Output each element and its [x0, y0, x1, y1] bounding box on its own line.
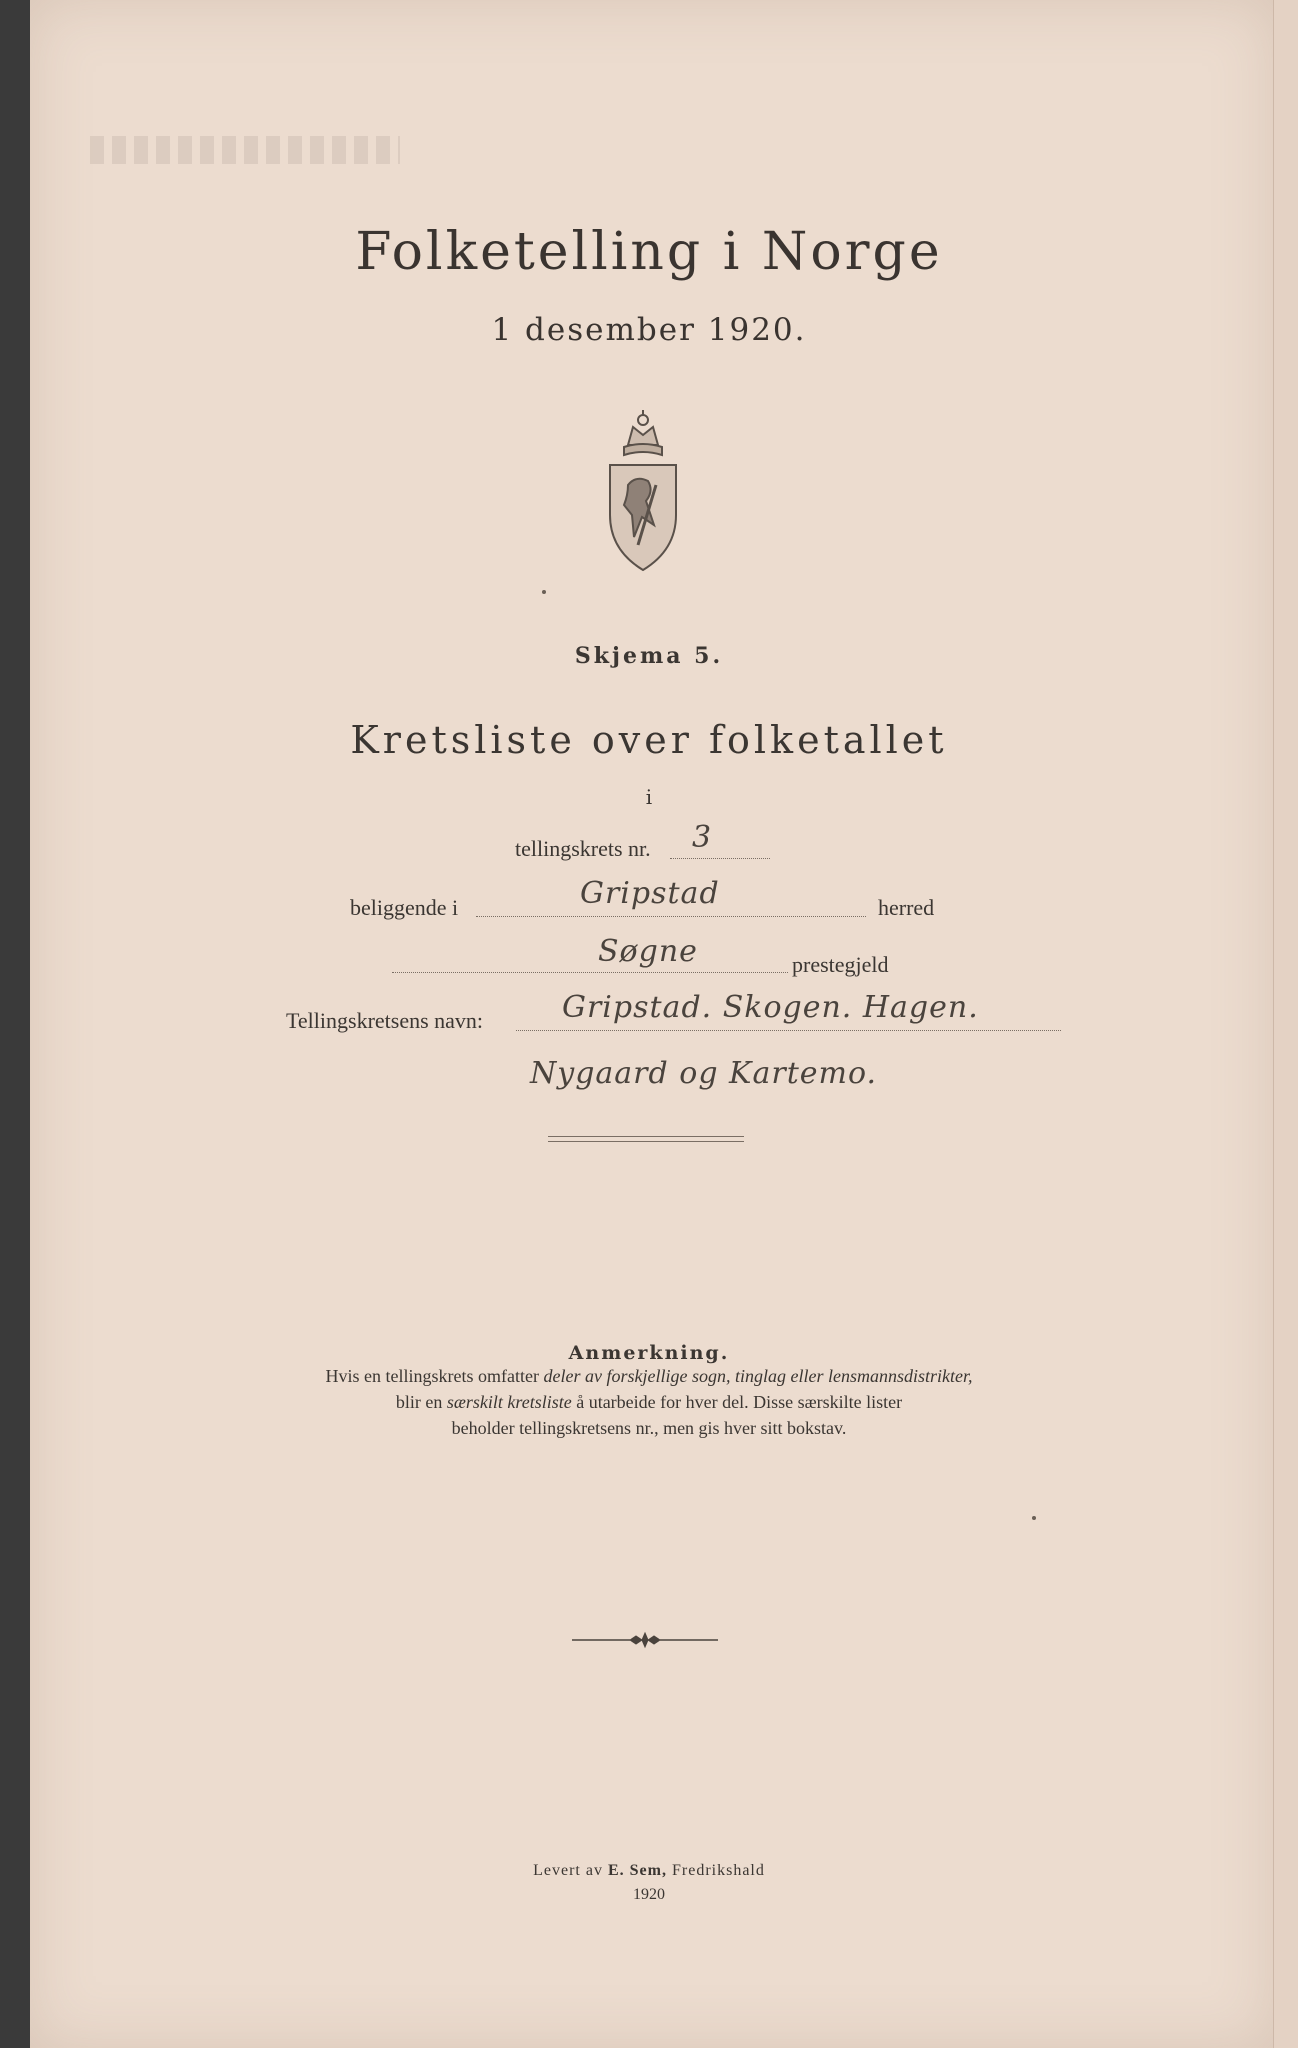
prestegjeld-value: Søgne: [598, 934, 698, 969]
note-line-2-text-c: å utarbeide for hver del. Disse særskilte lister: [571, 1392, 903, 1412]
bleed-through-text: [90, 136, 400, 164]
printer-prefix: Levert av: [533, 1862, 608, 1879]
krets-line: [670, 858, 770, 859]
printer-credit: [0, 1862, 1298, 1880]
krets-number-value: 3: [692, 820, 713, 855]
prestegjeld-line: [392, 972, 788, 973]
form-heading: Kretsliste over folketallet: [350, 718, 948, 762]
herred-line: [476, 916, 866, 917]
note-line-2: [0, 1392, 1298, 1413]
schema-number: Skjema 5.: [574, 643, 724, 669]
note-line-2-emphasis: særskilt kretsliste: [446, 1392, 572, 1412]
speck: [542, 590, 546, 594]
note-line-1-emphasis: deler av forskjellige sogn, tinglag eller lensmannsdistrikter,: [543, 1366, 973, 1386]
divider-rule-bottom: [548, 1141, 744, 1142]
printer-city: Fredrikshald: [666, 1862, 765, 1879]
ornament-divider-icon: [570, 1630, 720, 1650]
divider-rule-top: [548, 1136, 744, 1137]
note-line-3: beholder tellingskretsens nr., men gis hver sitt bokstav.: [451, 1418, 847, 1438]
navn-label: Tellingskretsens navn:: [286, 1008, 484, 1033]
herred-label: herred: [878, 895, 935, 920]
printer-name: E. Sem,: [607, 1862, 667, 1879]
printer-year: 1920: [633, 1886, 665, 1903]
census-date: 1 desember 1920.: [491, 312, 807, 348]
navn-value-line2: Nygaard og Kartemo.: [530, 1056, 878, 1091]
page-title: Folketelling i Norge: [355, 222, 943, 282]
herred-value: Gripstad: [580, 876, 720, 911]
note-line-1: [0, 1366, 1298, 1387]
navn-value-line1: Gripstad. Skogen. Hagen.: [562, 990, 979, 1025]
prestegjeld-label: prestegjeld: [792, 952, 889, 977]
beliggende-label: beliggende i: [350, 895, 459, 920]
connector-i: i: [645, 785, 653, 809]
note-line-1-text: Hvis en tellingskrets omfatter: [325, 1366, 544, 1386]
krets-label: tellingskrets nr.: [515, 836, 651, 861]
speck: [1032, 1516, 1036, 1520]
page-edge: [1273, 0, 1298, 2048]
norwegian-coat-of-arms-icon: [598, 405, 688, 575]
note-line-2-text-a: blir en: [395, 1392, 447, 1412]
navn-line-1: [516, 1030, 1061, 1031]
note-title: Anmerkning.: [568, 1342, 730, 1364]
